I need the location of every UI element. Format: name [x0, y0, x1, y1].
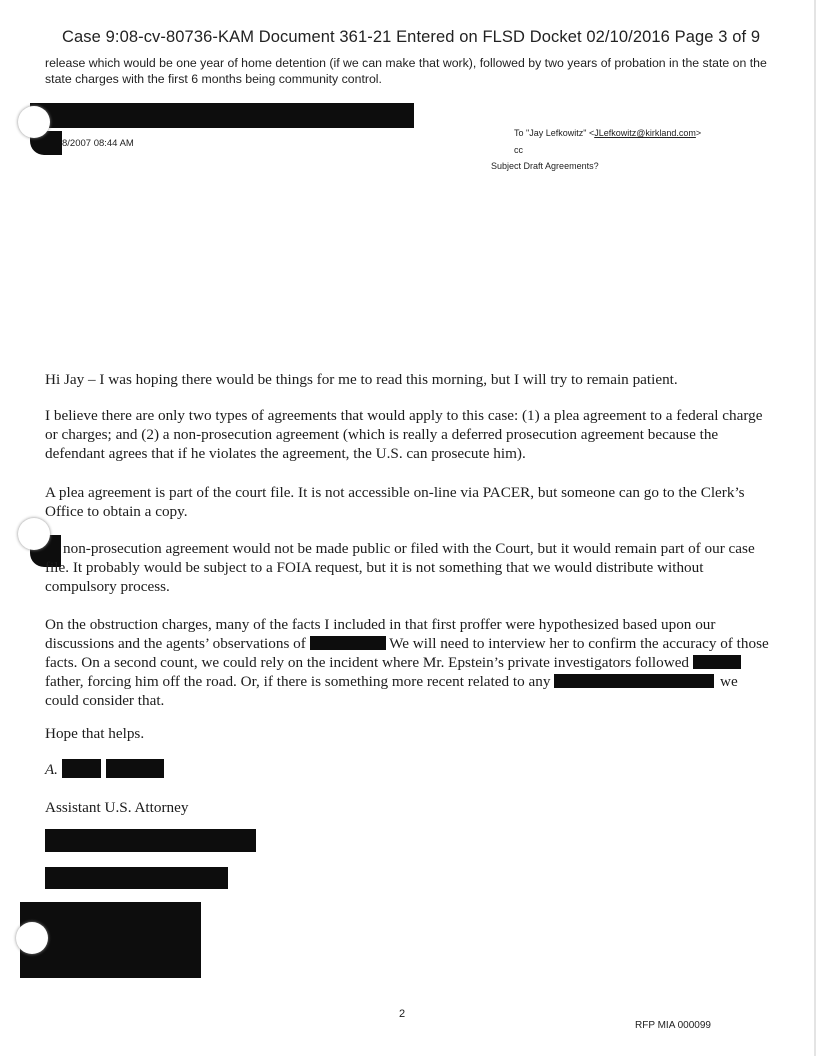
redacted-signature-part-1	[62, 759, 101, 778]
redacted-inline-1	[310, 636, 386, 650]
bates-number: RFP MIA 000099	[635, 1020, 711, 1031]
email-to-row	[514, 128, 701, 138]
body-paragraph-5	[45, 615, 775, 710]
intro-continuation-text: release which would be one year of home detention (if we can make that work), followed by two years of probation in the state on the state charges with the first 6 months being community control.	[45, 56, 767, 86]
p5-part-a: On the obstruction charges, many of the facts I included in that first proffer were hypothesized based upon our discussions and the agents’ observations of	[45, 616, 716, 652]
punch-hole-bottom	[16, 922, 48, 954]
body-paragraph-6: Hope that helps.	[45, 725, 145, 742]
body-paragraph-1: Hi Jay – I was hoping there would be things for me to read this morning, but I will try to remain patient.	[45, 371, 678, 388]
redacted-contact-line-1	[45, 829, 256, 852]
cc-label: cc	[514, 145, 523, 155]
to-email-link[interactable]: JLefkowitz@kirkland.com	[594, 128, 696, 138]
body-paragraph-4	[45, 539, 775, 596]
body-paragraph-3: A plea agreement is part of the court file. It is not accessible on-line via PACER, but someone can go to the Clerk’s Office to obtain a copy.	[45, 484, 745, 520]
redacted-inline-2	[693, 655, 741, 669]
p5-part-c: father, forcing him off the road. Or, if there is something more recent related to any	[45, 673, 555, 690]
to-label: To	[514, 128, 524, 138]
email-date: 8/2007 08:44 AM	[62, 138, 134, 149]
redacted-inline-3	[554, 674, 614, 688]
page-number: 2	[399, 1008, 406, 1020]
email-cc-row	[514, 145, 523, 155]
to-close: >	[695, 128, 702, 138]
case-header-stamp: Case 9:08-cv-80736-KAM Document 361-21 Entered on FLSD Docket 02/10/2016 Page 3 of 9	[62, 28, 761, 46]
p5-part-d: we could consider that.	[45, 673, 738, 709]
redacted-sender-name	[30, 103, 414, 128]
to-value: "Jay Lefkowitz" <	[526, 128, 595, 138]
signature-initial: A.	[45, 762, 58, 778]
email-subject-row	[491, 161, 599, 171]
p4-text: non-prosecution agreement would not be made public or filed with the Court, but it would remain part of our case file. It probably would be subject to a FOIA request, but it is not something that we would distribute without compulsory process.	[45, 540, 755, 595]
subject-label: Subject	[491, 161, 522, 171]
redacted-contact-line-2	[45, 867, 228, 889]
body-paragraph-2: I believe there are only two types of agreements that would apply to this case: (1) a plea agreement to a federal charge or charges; and (2) a non-prosecution agreement (which is really a deferred prosecution agreement because the defendant agrees that if he violates the agreement, the U.S. can prosecute him).	[45, 407, 763, 462]
redacted-inline-4	[614, 674, 714, 688]
subject-value: Draft Agreements?	[523, 161, 599, 171]
redacted-signature-part-2	[106, 759, 164, 778]
punch-hole-top	[18, 106, 50, 138]
signature-title: Assistant U.S. Attorney	[45, 799, 189, 816]
p5-part-b: We will need to interview her to confirm the accuracy of those facts. On a second count, we could rely on the incident where Mr. Epstein’s private investigators followed	[45, 635, 769, 671]
